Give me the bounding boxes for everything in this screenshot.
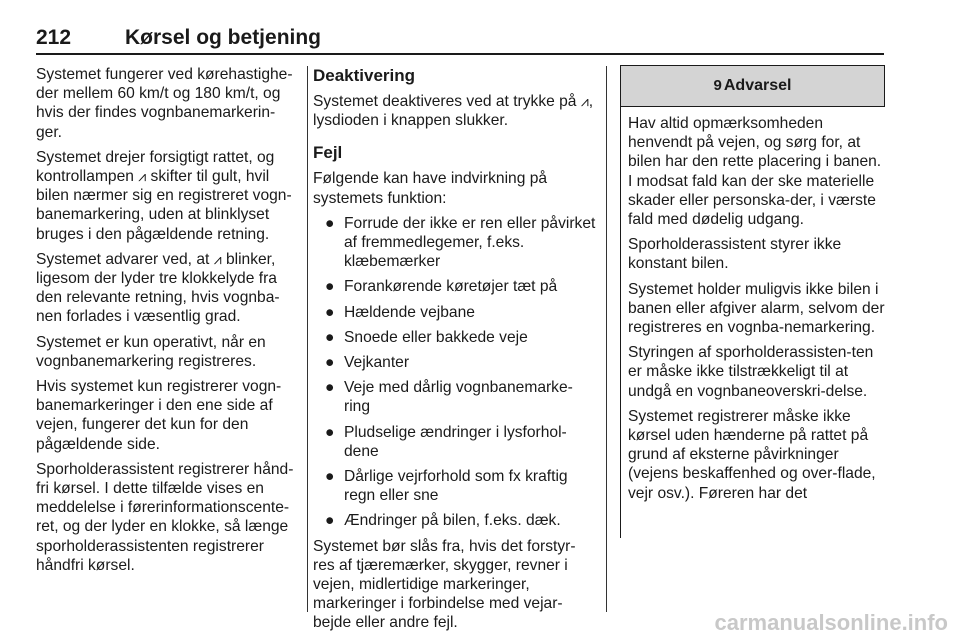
paragraph-warning-chimes — [36, 250, 298, 327]
paragraph-one-side: Hvis systemet kun registrerer vogn-banemarkeringer i den ene side af vejen, fungerer det kun for den pågældende side. — [36, 378, 282, 453]
bullet-icon: ● — [325, 423, 335, 441]
list-item-text: Forankørende køretøjer tæt på — [344, 278, 558, 296]
bullet-icon: ● — [325, 468, 335, 486]
warning-paragraph: Systemet holder muligvis ikke bilen i banen eller afgiver alarm, selvom der registreres en vognba-nemarkering. — [628, 280, 885, 337]
paragraph-warning-start: Systemet advarer ved, at — [36, 250, 210, 268]
header-rule — [36, 53, 884, 55]
list-item-text: Dårlige vejrforhold som fx kraftig regn eller sne — [344, 468, 568, 505]
list-item-text: Forrude der ikke er ren eller påvirket af fremmedlegemer, f.eks. klæbemærker — [344, 214, 596, 271]
list-item — [313, 328, 597, 347]
list-item — [313, 378, 597, 416]
list-item — [313, 353, 597, 372]
warning-title — [621, 76, 884, 95]
list-item-text: Hældende vejbane — [344, 303, 475, 321]
paragraph-hands-free: Sporholderassistent registrerer hånd-fri kørsel. I dette tilfælde vises en meddelelse i førerinformationscente-ret, og der lyder en klokke, så længe sporholderassistenten registrerer håndfri kørsel. — [36, 460, 294, 574]
warning-paragraph: Hav altid opmærksomheden henvendt på vejen, og sørg for, at bilen har den rette placering i banen. I modsat fald kan der ske materielle skader eller personska-der, i værste fald med dødelig udgang. — [628, 115, 882, 229]
page-header — [36, 26, 884, 54]
list-item-text: Pludselige ændringer i lysforhol-dene — [344, 423, 567, 460]
warning-paragraph: Systemet registrerer måske ikke kørsel uden hænderne på rattet på grund af eksterne påvirkninger (vejens beskaffenhed og over-flade, vejr osv.). Føreren har det — [628, 407, 876, 502]
bullet-icon: ● — [325, 214, 335, 232]
list-item-text: Veje med dårlig vognbanemarke-ring — [344, 379, 573, 416]
list-item — [313, 467, 597, 505]
lane-keep-assist-icon: ⩘ — [580, 93, 589, 109]
list-item-text: Ændringer på bilen, f.eks. dæk. — [344, 512, 561, 530]
paragraph-steering — [36, 148, 298, 244]
column-divider-right — [606, 66, 607, 612]
warning-title-text: Advarsel — [723, 77, 792, 94]
faults-list — [313, 214, 597, 531]
paragraph-faults-intro: Følgende kan have indvirkning på systemets funktion: — [313, 170, 548, 207]
bullet-icon: ● — [325, 354, 335, 372]
lane-keep-assist-icon: ⩘ — [213, 250, 222, 267]
bullet-icon: ● — [325, 379, 335, 397]
paragraph-deactivation-start: Systemet deaktiveres ved at trykke på — [313, 93, 577, 110]
warning-triangle-icon: 9 — [713, 77, 722, 94]
warning-paragraph: Styringen af sporholderassisten-ten er måske ikke tilstrækkeligt til at undgå en vognbaneoverskri-delse. — [628, 344, 874, 400]
paragraph-closing: Systemet bør slås fra, hvis det forstyr-res af tjæremærker, skygger, revner i vejen, midlertidige markeringer, markeringer i forbindelse med vejar-bejde eller andre fejl. — [313, 537, 576, 632]
heading-faults: Fejl — [313, 143, 343, 163]
bullet-icon: ● — [325, 328, 335, 346]
paragraph-speed-range: Systemet fungerer ved kørehastighe-der mellem 60 km/t og 180 km/t, og hvis der findes vognbanemarkerin-ger. — [36, 66, 293, 141]
list-item — [313, 423, 597, 461]
page-number: 212 — [36, 26, 72, 49]
column-left — [36, 65, 298, 581]
heading-deactivation: Deaktivering — [313, 66, 416, 85]
column-middle — [313, 65, 597, 639]
watermark: carmanualsonline.info — [714, 610, 948, 635]
list-item — [313, 511, 597, 530]
paragraph-steering-end: skifter til gult, hvil bilen nærmer sig en registreret vogn-banemarkering, uden at blinklyset bruges i den pågældende retning. — [36, 168, 292, 243]
warning-body — [628, 114, 885, 509]
bullet-icon: ● — [325, 278, 335, 296]
list-item — [313, 214, 597, 272]
lane-keep-assist-icon: ⩘ — [138, 168, 147, 185]
paragraph-steering-start: Systemet drejer forsigtigt rattet, og kontrollampen — [36, 148, 275, 186]
list-item — [313, 277, 597, 296]
chapter-title: Kørsel og betjening — [125, 26, 322, 49]
bullet-icon: ● — [325, 512, 335, 530]
paragraph-deactivation — [313, 92, 597, 130]
warning-paragraph: Sporholderassistent styrer ikke konstant bilen. — [628, 236, 842, 273]
list-item-text: Snoede eller bakkede veje — [344, 328, 528, 346]
list-item — [313, 303, 597, 322]
paragraph-operative: Systemet er kun operativt, når en vognbanemarkering registreres. — [36, 333, 266, 370]
bullet-icon: ● — [325, 303, 335, 321]
warning-header — [620, 65, 885, 107]
column-divider-left — [307, 66, 308, 612]
paragraph-deactivation-end: , lysdioden i knappen slukker. — [313, 93, 594, 130]
warning-left-border — [620, 105, 621, 538]
paragraph-warning-end: blinker, ligesom der lyder tre klokkelyde fra den relevante retning, hvis vognba-nen forlades i væsentlig grad. — [36, 250, 280, 326]
list-item-text: Vejkanter — [344, 354, 410, 372]
